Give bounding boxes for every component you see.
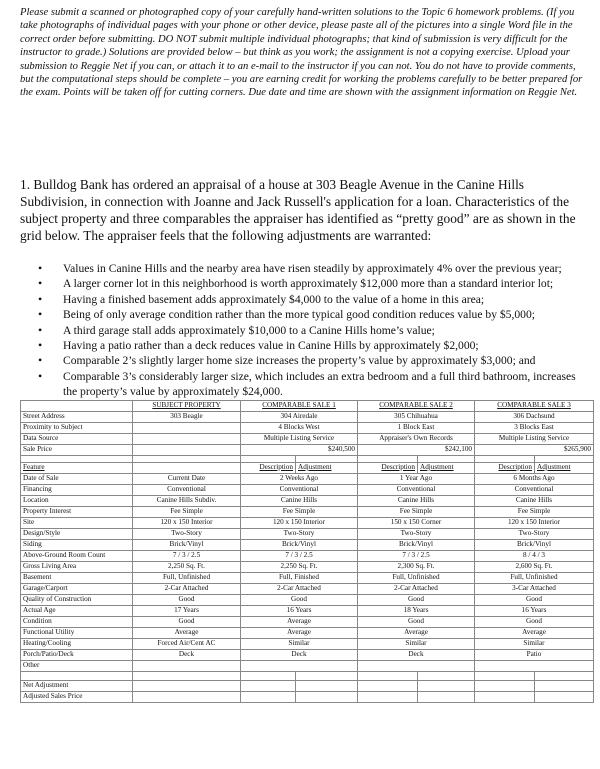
- grid-cell-comp3: Good: [475, 595, 594, 606]
- grid-cell-comp1: 2-Car Attached: [241, 584, 358, 595]
- problem-statement: 1. Bulldog Bank has ordered an appraisal of a house at 303 Beagle Avenue in the Canine Hills Subdivision, in connection with Joanne and Jack Russell's application for a loan. Characteristics of the subject property and three comparables the appraiser has identified as “pretty good” are as shown in the grid below. The appraiser feels that the following adjustments are warranted:: [20, 177, 576, 243]
- grid-cell-label: Location: [21, 496, 133, 507]
- adjustment-item: • A third garage stall adds approximately $10,000 to a Canine Hills home’s value;: [38, 323, 588, 338]
- grid-cell-subject: Average: [133, 628, 241, 639]
- grid-cell-comp3: Full, Unfinished: [475, 573, 594, 584]
- grid-cell-subject: Current Date: [133, 474, 241, 485]
- grid-cell-comp3: Patio: [475, 650, 594, 661]
- grid-cell-subject: [133, 661, 241, 672]
- grid-cell-comp3: Fee Simple: [475, 507, 594, 518]
- grid-cell-comp2: 2-Car Attached: [358, 584, 475, 595]
- grid-feature-header-row: Feature Description Adjustment Description Adjustment Description Adjustment: [21, 463, 594, 474]
- grid-feature-row: [21, 529, 594, 540]
- grid-cell-comp1: Brick/Vinyl: [241, 540, 358, 551]
- grid-cell-comp3: 2,600 Sq. Ft.: [475, 562, 594, 573]
- grid-cell-subject: Deck: [133, 650, 241, 661]
- grid-cell-subject: Conventional: [133, 485, 241, 496]
- grid-cell-comp2: Fee Simple: [358, 507, 475, 518]
- grid-cell-comp3: 16 Years: [475, 606, 594, 617]
- grid-cell-comp1: Conventional: [241, 485, 358, 496]
- grid-feature-row: [21, 562, 594, 573]
- grid-feature-row: [21, 474, 594, 485]
- adjustment-list: [38, 261, 588, 400]
- grid-cell-comp2: Brick/Vinyl: [358, 540, 475, 551]
- grid-feature-row: [21, 573, 594, 584]
- grid-cell-label: Site: [21, 518, 133, 529]
- grid-cell-subject: Two-Story: [133, 529, 241, 540]
- adjustment-item: • Values in Canine Hills and the nearby area have risen steadily by approximately 4% over the previous year;: [38, 261, 588, 276]
- grid-cell-comp2: [358, 661, 475, 672]
- grid-cell-comp1: 2 Weeks Ago: [241, 474, 358, 485]
- grid-row-data-source: Data Source Multiple Listing Service Appraiser's Own Records Multiple Listing Service: [21, 434, 594, 445]
- grid-cell-comp2: 1 Year Ago: [358, 474, 475, 485]
- grid-cell-comp3: 8 / 4 / 3: [475, 551, 594, 562]
- grid-cell-subject: Brick/Vinyl: [133, 540, 241, 551]
- grid-cell-label: Financing: [21, 485, 133, 496]
- grid-cell-label: Siding: [21, 540, 133, 551]
- grid-cell-comp1: Average: [241, 617, 358, 628]
- instructions-paragraph: Please submit a scanned or photographed copy of your carefully hand-written solutions to the Topic 6 homework problems. (If you take photographs of individual pages with your phone or other device, please paste all of the pictures into a single Word file in the correct order before submitting. DO NOT submit multiple individual photographs; that kind of submission is very difficult for the instructor to grade.) Solutions are provided below – but think as you work; the assignment is not a copying exercise. Upload your submission to Reggie Net if you can, or attach it to an e-mail to the instructor if you can not. You do not have to provide comments, but the computational steps should be complete – you are earning credit for working the problems carefully to be better prepared for the exam. Points will be taken off for cutting corners. Due date and time are shown with the assignment information on Reggie Net.: [20, 7, 583, 99]
- grid-row-street-address: Street Address 303 Beagle 304 Airedale 305 Chihuahua 306 Dachsund: [21, 412, 594, 423]
- grid-cell-comp2: Good: [358, 595, 475, 606]
- grid-cell-comp1: [241, 661, 358, 672]
- grid-feature-row: [21, 507, 594, 518]
- grid-feature-row: [21, 595, 594, 606]
- grid-cell-comp2: Similar: [358, 639, 475, 650]
- adjustment-item: • Comparable 3’s considerably larger size, which includes an extra bedroom and a full third bathroom, increases the property’s value by approximately $24,000.: [38, 369, 588, 400]
- adjustment-item: • Comparable 2’s slightly larger home size increases the property’s value by approximately $3,000; and: [38, 353, 588, 368]
- grid-feature-row: [21, 639, 594, 650]
- comp1-header: COMPARABLE SALE 1: [241, 401, 358, 412]
- grid-row-net-adjustment: Net Adjustment: [21, 681, 594, 692]
- grid-cell-comp3: Canine Hills: [475, 496, 594, 507]
- grid-cell-label: Heating/Cooling: [21, 639, 133, 650]
- grid-row-sale-price: Sale Price $240,500 $242,100 $265,900: [21, 445, 594, 456]
- grid-feature-row: [21, 496, 594, 507]
- grid-feature-row: [21, 584, 594, 595]
- grid-feature-row: [21, 606, 594, 617]
- grid-cell-subject: 2-Car Attached: [133, 584, 241, 595]
- grid-feature-row: [21, 628, 594, 639]
- grid-cell-comp2: 150 x 150 Corner: [358, 518, 475, 529]
- grid-cell-comp3: Average: [475, 628, 594, 639]
- grid-cell-label: Above-Ground Room Count: [21, 551, 133, 562]
- grid-cell-subject: 120 x 150 Interior: [133, 518, 241, 529]
- grid-spacer-row: [21, 456, 594, 463]
- comp3-header: COMPARABLE SALE 3: [475, 401, 594, 412]
- grid-cell-subject: 17 Years: [133, 606, 241, 617]
- adjustment-item: • Being of only average condition rather than the more typical good condition reduces value by $5,000;: [38, 307, 588, 322]
- grid-row-proximity: Proximity to Subject 4 Blocks West 1 Block East 3 Blocks East: [21, 423, 594, 434]
- grid-cell-comp1: Similar: [241, 639, 358, 650]
- grid-feature-row: [21, 551, 594, 562]
- grid-cell-label: Porch/Patio/Deck: [21, 650, 133, 661]
- grid-cell-label: Date of Sale: [21, 474, 133, 485]
- grid-cell-comp1: Two-Story: [241, 529, 358, 540]
- grid-cell-comp3: Brick/Vinyl: [475, 540, 594, 551]
- subject-header: SUBJECT PROPERTY: [133, 401, 241, 412]
- grid-cell-comp3: 120 x 150 Interior: [475, 518, 594, 529]
- grid-cell-comp1: Fee Simple: [241, 507, 358, 518]
- grid-cell-comp2: Two-Story: [358, 529, 475, 540]
- grid-cell-comp3: 6 Months Ago: [475, 474, 594, 485]
- grid-header-row: [21, 401, 594, 412]
- grid-cell-subject: Forced Air/Cent AC: [133, 639, 241, 650]
- adjustment-item: • A larger corner lot in this neighborhood is worth approximately $12,000 more than a standard interior lot;: [38, 276, 588, 291]
- grid-cell-comp1: Good: [241, 595, 358, 606]
- grid-cell-comp3: [475, 661, 594, 672]
- grid-cell-comp2: Deck: [358, 650, 475, 661]
- grid-cell-comp1: 120 x 150 Interior: [241, 518, 358, 529]
- grid-spacer-row: [21, 672, 594, 681]
- grid-cell-label: Property Interest: [21, 507, 133, 518]
- grid-cell-comp2: Average: [358, 628, 475, 639]
- comparables-grid: [20, 400, 594, 703]
- grid-cell-subject: Good: [133, 595, 241, 606]
- grid-cell-label: Garage/Carport: [21, 584, 133, 595]
- grid-cell-label: Design/Style: [21, 529, 133, 540]
- grid-cell-comp1: Canine Hills: [241, 496, 358, 507]
- grid-feature-row: [21, 518, 594, 529]
- comp2-header: COMPARABLE SALE 2: [358, 401, 475, 412]
- grid-cell-label: Quality of Construction: [21, 595, 133, 606]
- grid-cell-comp3: Conventional: [475, 485, 594, 496]
- grid-cell-subject: Full, Unfinished: [133, 573, 241, 584]
- grid-cell-comp2: Canine Hills: [358, 496, 475, 507]
- grid-cell-comp2: 2,300 Sq. Ft.: [358, 562, 475, 573]
- grid-cell-subject: Canine Hills Subdiv.: [133, 496, 241, 507]
- grid-cell-comp1: Deck: [241, 650, 358, 661]
- grid-feature-row: [21, 617, 594, 628]
- grid-feature-row: [21, 650, 594, 661]
- grid-cell-comp3: 3-Car Attached: [475, 584, 594, 595]
- grid-cell-comp1: 2,250 Sq. Ft.: [241, 562, 358, 573]
- grid-cell-comp2: Conventional: [358, 485, 475, 496]
- grid-cell-comp2: 7 / 3 / 2.5: [358, 551, 475, 562]
- grid-cell-subject: Fee Simple: [133, 507, 241, 518]
- grid-feature-row: [21, 661, 594, 672]
- adjustment-item: • Having a finished basement adds approximately $4,000 to the value of a home in this area;: [38, 292, 588, 307]
- grid-cell-subject: Good: [133, 617, 241, 628]
- grid-cell-comp2: Good: [358, 617, 475, 628]
- grid-cell-label: Other: [21, 661, 133, 672]
- grid-cell-label: Condition: [21, 617, 133, 628]
- grid-row-adjusted-sales-price: Adjusted Sales Price: [21, 692, 594, 703]
- grid-cell-label: Basement: [21, 573, 133, 584]
- grid-cell-comp1: Average: [241, 628, 358, 639]
- grid-cell-subject: 2,250 Sq. Ft.: [133, 562, 241, 573]
- grid-cell-comp3: Two-Story: [475, 529, 594, 540]
- grid-cell-subject: 7 / 3 / 2.5: [133, 551, 241, 562]
- feature-rows: [21, 474, 594, 672]
- adjustment-item: • Having a patio rather than a deck reduces value in Canine Hills by approximately $2,000;: [38, 338, 588, 353]
- grid-cell-comp2: Full, Unfinished: [358, 573, 475, 584]
- grid-cell-comp1: 16 Years: [241, 606, 358, 617]
- grid-cell-comp1: 7 / 3 / 2.5: [241, 551, 358, 562]
- grid-cell-comp1: Full, Finished: [241, 573, 358, 584]
- grid-cell-label: Functional Utility: [21, 628, 133, 639]
- grid-cell-comp3: Good: [475, 617, 594, 628]
- grid-feature-row: [21, 485, 594, 496]
- grid-cell-label: Gross Living Area: [21, 562, 133, 573]
- grid-cell-label: Actual Age: [21, 606, 133, 617]
- grid-cell-comp2: 18 Years: [358, 606, 475, 617]
- grid-feature-row: [21, 540, 594, 551]
- grid-cell-comp3: Similar: [475, 639, 594, 650]
